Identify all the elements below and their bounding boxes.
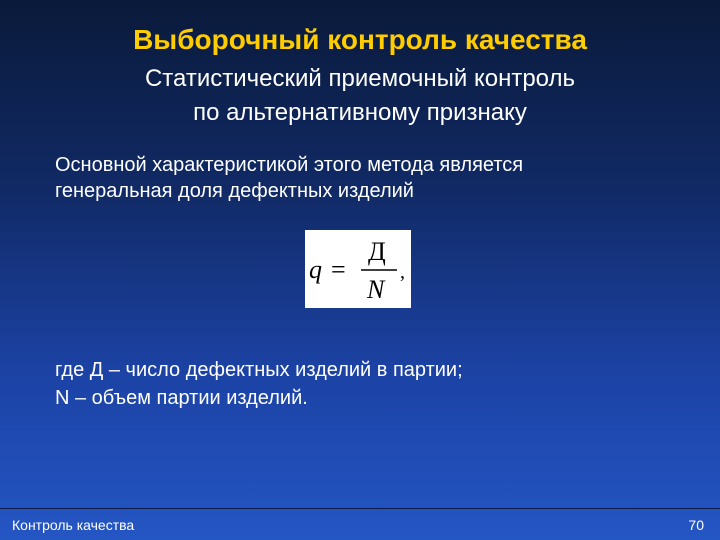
footer-label: Контроль качества <box>12 517 135 533</box>
formula-denominator: N <box>367 275 385 304</box>
subtitle-line-1: Статистический приемочный контроль <box>144 65 576 92</box>
formula-svg <box>305 230 411 308</box>
definition-line-1: где Д – число дефектных изделий в партии; <box>55 359 463 381</box>
formula-numerator: Д <box>368 237 386 266</box>
formula-equals: = <box>331 255 346 284</box>
formula-box <box>305 230 411 308</box>
page-number: 70 <box>688 517 704 533</box>
slide-title: Выборочный контроль качества <box>133 24 587 55</box>
subtitle-line-2: по альтернативному признаку <box>193 99 527 126</box>
slide-subtitle <box>0 62 720 130</box>
body-line-2: генеральная доля дефектных изделий <box>55 180 414 202</box>
footer-divider <box>0 508 720 509</box>
definitions-text <box>55 356 675 412</box>
definition-line-2: N – объем партии изделий. <box>55 387 308 409</box>
body-line-1: Основной характеристикой этого метода является <box>55 154 524 176</box>
formula-trailing-comma: , <box>400 261 405 283</box>
formula-lhs: q <box>309 255 322 284</box>
body-text <box>55 152 675 204</box>
